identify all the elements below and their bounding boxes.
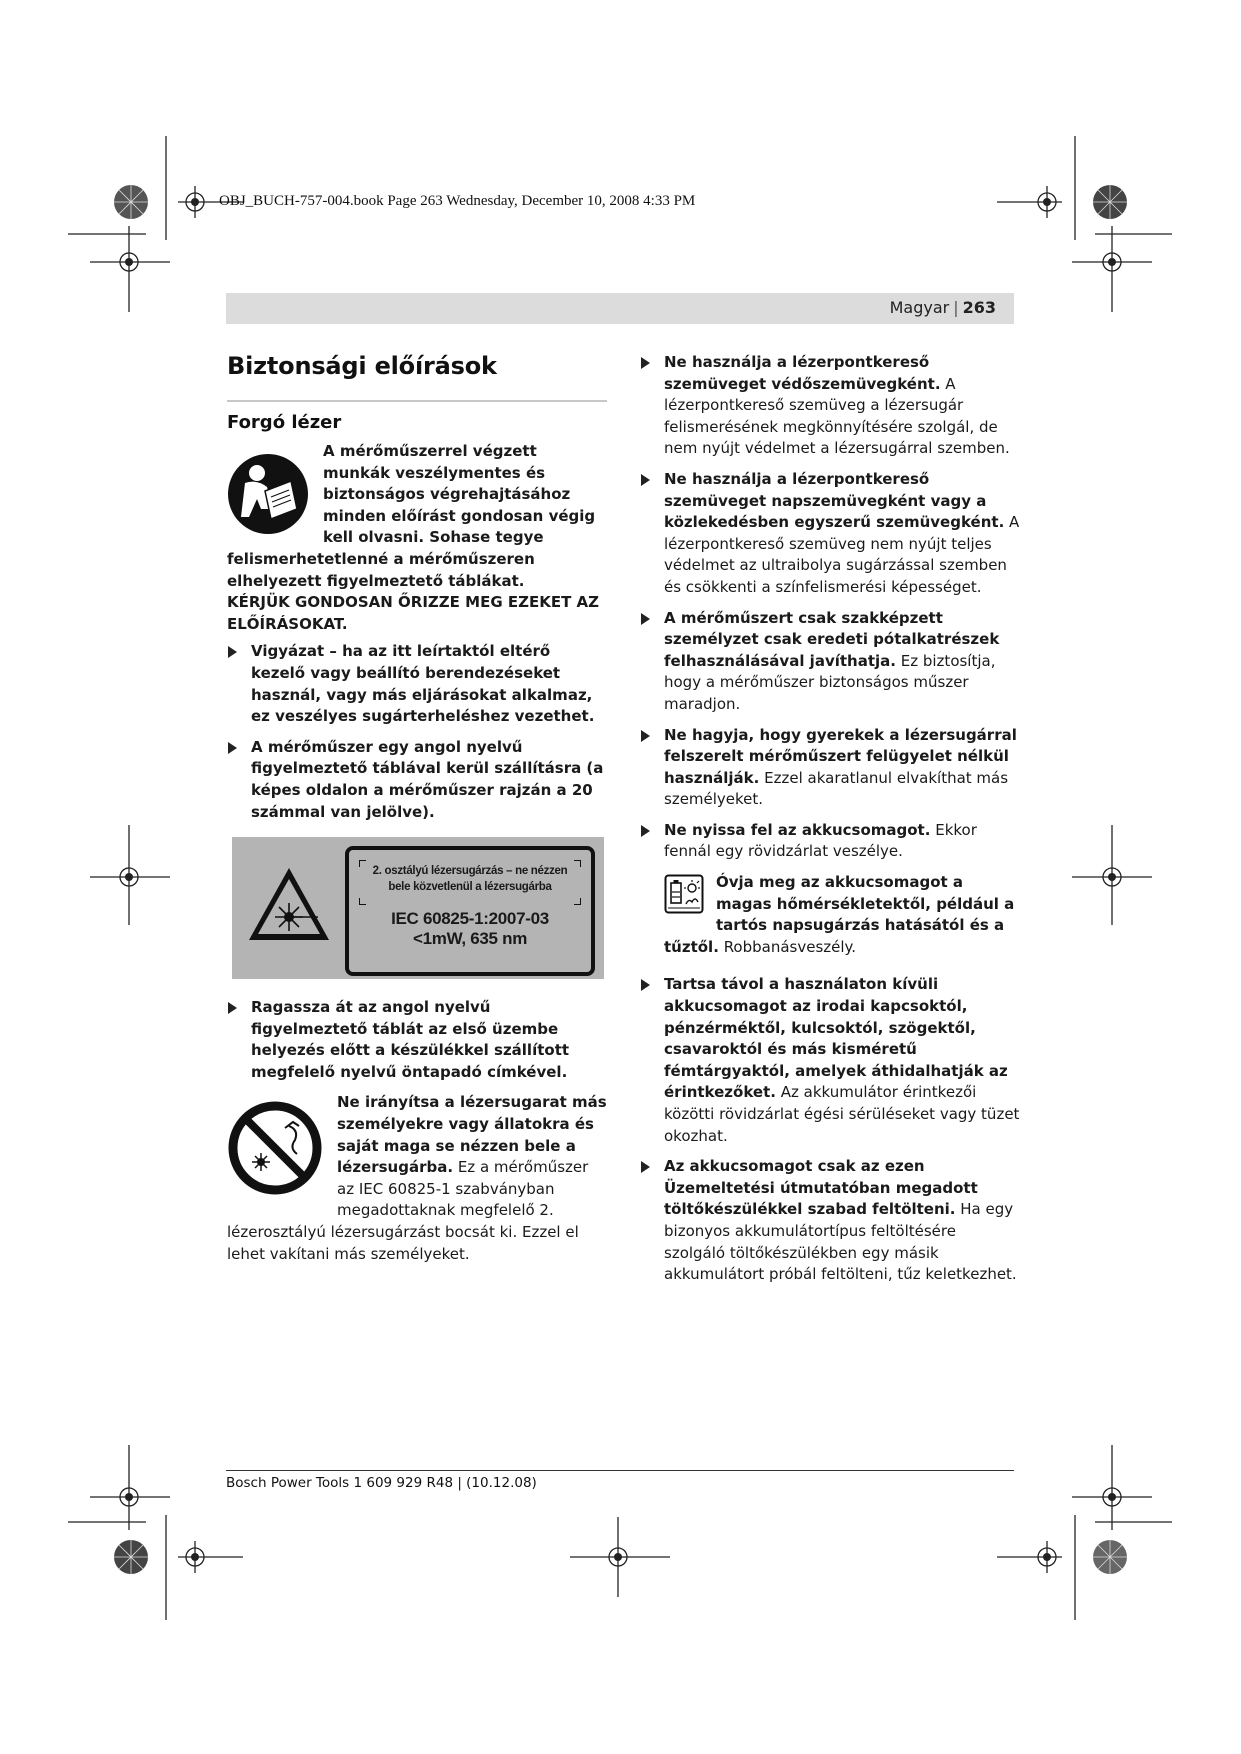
bullet-text: A lézerpontkereső szemüveg a lézersugár felismerésének megkönnyítésére szolgál, de nem nyújt védelmet a lézersugárral szemben. (664, 374, 1010, 458)
bullet-text: Ragassza át az angol nyelvű figyelmeztető táblát az első üzembe helyezés előtt a készülékkel szállított megfelelő nyelvű öntapadó címkével. (251, 998, 570, 1081)
bullet-triangle-icon (641, 613, 650, 625)
heat-warning-text (664, 872, 1020, 958)
label-standard: IEC 60825-1:2007-03 (391, 909, 549, 929)
title-rule (227, 400, 607, 402)
label-text-panel (345, 846, 595, 976)
bullet-bold: Ne használja a lézerpontkereső szemüveget védőszemüvegként. (664, 353, 941, 393)
no-point-laser-block (227, 1092, 607, 1265)
bullet-stick-label (227, 997, 607, 1083)
footer-rule (226, 1470, 1014, 1471)
bullet-english-label (227, 737, 607, 823)
heat-body: Robbanásveszély. (723, 937, 857, 956)
bullet-triangle-icon (641, 825, 650, 837)
bullet-glasses-sun (640, 469, 1020, 599)
bullet-text: Ez biztosítja, hogy a mérőműszer biztonságos műszer maradjon. (664, 651, 996, 713)
label-line-1: 2. osztályú lézersugárzás – ne nézzen (372, 865, 568, 878)
bullet-battery-metal (640, 974, 1020, 1147)
laser-warning-label (232, 837, 604, 979)
bullet-text: Ekkor fennál egy rövidzárlat veszélye. (664, 820, 977, 861)
read-manual-icon (227, 453, 309, 535)
print-book-info: OBJ_BUCH-757-004.book Page 263 Wednesday, December 10, 2008 4:33 PM (219, 193, 696, 209)
bullet-triangle-icon (641, 979, 650, 991)
heat-warning-block (664, 872, 1020, 958)
laser-hazard-icon (246, 865, 332, 943)
bullet-triangle-icon (641, 730, 650, 742)
left-column (227, 352, 607, 1279)
bullet-text: Vigyázat – ha az itt leírtaktól eltérő kezelő vagy beállító berendezéseket használ, vagy más eljárásokat alkalmaz, ez veszélyes sugárterheléshez vezethet. (251, 642, 595, 726)
header-language: Magyar (889, 298, 950, 317)
bullet-triangle-icon (228, 646, 237, 658)
bullet-text: A mérőműszer egy angol nyelvű figyelmeztető táblával kerül szállításra (a képes oldalon a mérőműszer rajzán a 20 számmal van jelölve). (251, 737, 604, 821)
bullet-triangle-icon (228, 742, 237, 754)
bullet-charger (640, 1156, 1020, 1286)
battery-heat-icon (664, 874, 704, 914)
bullet-bold: Tartsa távol a használaton kívüli akkucsomagot az irodai kapcsoktól, pénzérméktől, kulcsoktól, szögektől, csavaroktól és más kisméretű fémtárgyaktól, amelyek áthidalhatják az érintkezőket. (664, 975, 1008, 1102)
bullet-bold: Ne nyissa fel az akkucsomagot. (664, 820, 931, 839)
no-point-bold: Ne irányítsa a lézersugarat más személyekre vagy állatokra és saját maga se nézzen bele a lézersugárba. (337, 1093, 607, 1177)
header-separator: | (953, 298, 959, 317)
right-column (640, 352, 1020, 1295)
no-laser-at-eyes-icon (227, 1100, 323, 1196)
bullet-bold: A mérőműszert csak szakképzett személyzet csak eredeti pótalkatrészek felhasználásával javíthatja. (664, 608, 1000, 670)
bullet-warning-controls (227, 641, 607, 727)
label-warning-text (357, 863, 583, 895)
corner-mark (359, 860, 366, 867)
section-title: Biztonsági előírások (227, 352, 497, 380)
bullet-repair (640, 608, 1020, 716)
bullet-text: A lézerpontkereső szemüveg nem nyújt teljes védelmet az ultraibolya sugárzással szemben és csökkenti a színfelismerési képességet. (664, 513, 1020, 596)
bullet-text: Ezzel akaratlanul elvakíthat más személyeket. (664, 768, 1009, 809)
bullet-bold: Ne hagyja, hogy gyerekek a lézersugárral felszerelt mérőműszert felügyelet nélkül használják. (664, 725, 1017, 787)
no-point-body: Ez a mérőműszer az IEC 60825-1 szabványban megadottaknak megfelelő 2. lézerosztályú lézersugárzást bocsát ki. Ezzel el lehet vakítani más személyeket. (227, 1158, 589, 1263)
heat-bold: Óvja meg az akkucsomagot a magas hőmérsékletektől, például a tartós napsugárzás hatásától és a tűztől. (664, 873, 1015, 956)
bullet-triangle-icon (228, 1002, 237, 1014)
bullet-bold: Az akkucsomagot csak az ezen Üzemeltetési útmutatóban megadott töltőkészülékkel szabad feltölteni. (664, 1157, 978, 1219)
intro-caps-text: KÉRJÜK GONDOSAN ŐRIZZE MEG EZEKET AZ ELŐÍRÁSOKAT. (227, 593, 600, 633)
intro-block (227, 441, 607, 635)
corner-mark (574, 898, 581, 905)
bullet-triangle-icon (641, 357, 650, 369)
bullet-text: Ha egy bizonyos akkumulátortípus feltöltésére szolgáló töltőkészülékben egy másik akkumulátort próbál feltölteni, tűz keletkezhet. (664, 1200, 1017, 1284)
bullet-glasses-protection (640, 352, 1020, 460)
label-standard-text (349, 909, 591, 949)
page-number: 263 (962, 298, 996, 317)
intro-bold-text: A mérőműszerrel végzett munkák veszélymentes és biztonságos végrehajtásához minden előírást gondosan végig kell olvasni. Sohase tegye felismerhetetlenné a mérőműszeren elhelyezett figyelmeztető táblákat. (227, 442, 596, 590)
bullet-children (640, 725, 1020, 811)
footer-text: Bosch Power Tools 1 609 929 R48 | (10.12.08) (226, 1475, 537, 1491)
page-header-bar (226, 293, 1014, 324)
corner-mark (574, 860, 581, 867)
bullet-triangle-icon (641, 474, 650, 486)
bullet-triangle-icon (641, 1161, 650, 1173)
bullet-bold: Ne használja a lézerpontkereső szemüveget napszemüvegként vagy a közlekedésben egyszerű szemüvegként. (664, 469, 1005, 532)
label-line-2: bele közvetlenül a lézersugárba (388, 881, 552, 894)
page-header-text (890, 298, 996, 317)
corner-mark (359, 898, 366, 905)
bullet-battery-open (640, 820, 1020, 863)
section-subtitle: Forgó lézer (227, 412, 342, 433)
label-power: <1mW, 635 nm (412, 929, 528, 949)
bullet-text: Az akkumulátor érintkezői közötti rövidzárlat égési sérüléseket vagy tüzet okozhat. (664, 1083, 1020, 1145)
